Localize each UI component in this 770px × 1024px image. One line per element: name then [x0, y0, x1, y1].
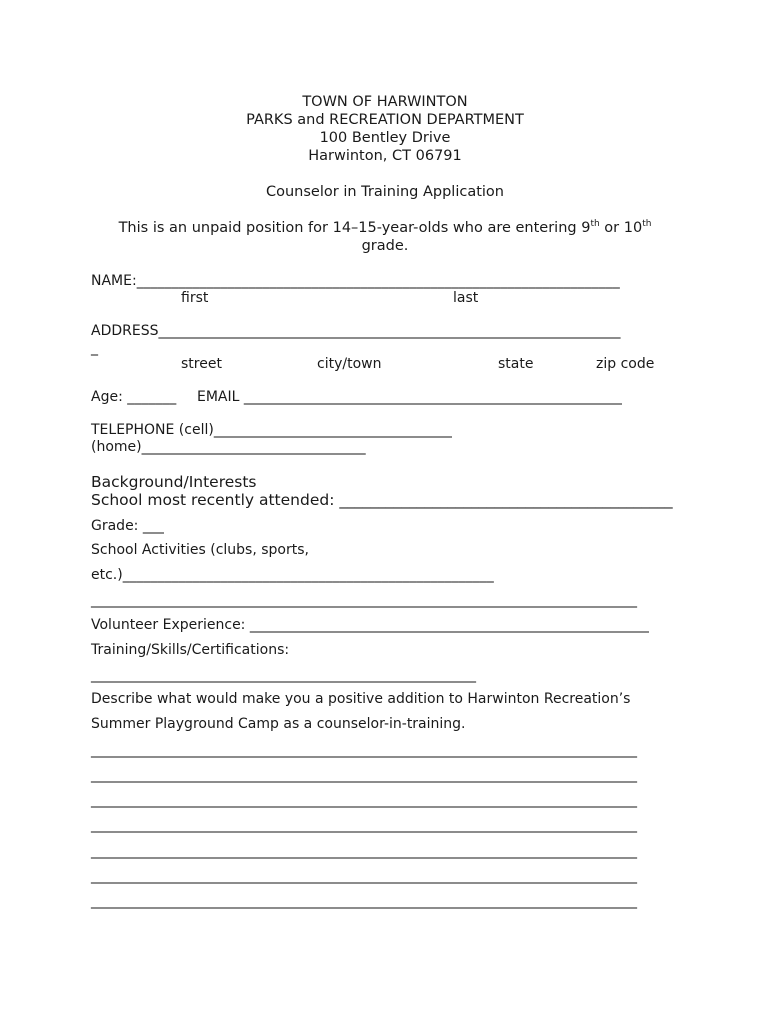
intro-line-1: [0, 220, 770, 236]
grade-field[interactable]: Grade: ___: [91, 518, 164, 534]
activities-line[interactable]: ______________________________________________________________________________: [91, 592, 637, 608]
training-line[interactable]: _______________________________________________________: [91, 667, 476, 683]
answer-line[interactable]: ______________________________________________________________________________: [91, 767, 637, 783]
intro-line-2: grade.: [361, 238, 409, 254]
address-city-label: city/town: [317, 356, 382, 372]
name-first-label: first: [181, 290, 209, 306]
activities-field[interactable]: etc.)_____________________________________________________: [91, 567, 494, 583]
intro-sup-2: th: [642, 219, 652, 229]
describe-prompt-2: Summer Playground Camp as a counselor-in-training.: [91, 716, 466, 732]
answer-line[interactable]: ______________________________________________________________________________: [91, 868, 637, 884]
training-label: Training/Skills/Certifications:: [91, 642, 290, 658]
volunteer-field[interactable]: Volunteer Experience: _________________________________________________________: [91, 617, 649, 633]
intro-text-middle: or 10: [599, 220, 643, 236]
telephone-home-field[interactable]: (home)________________________________: [91, 439, 366, 455]
address-field-cont: _: [91, 340, 98, 356]
answer-line[interactable]: ______________________________________________________________________________: [91, 792, 637, 808]
header-city: Harwinton, CT 06791: [308, 148, 462, 164]
answer-line[interactable]: ______________________________________________________________________________: [91, 893, 637, 909]
name-field[interactable]: NAME:_____________________________________________________________________: [91, 273, 620, 289]
describe-prompt-1: Describe what would make you a positive addition to Harwinton Recreation’s: [91, 691, 631, 707]
name-last-label: last: [453, 290, 479, 306]
address-street-label: street: [181, 356, 222, 372]
address-state-label: state: [498, 356, 534, 372]
header-town: TOWN OF HARWINTON: [302, 94, 468, 110]
header-street: 100 Bentley Drive: [319, 130, 451, 146]
header-department: PARKS and RECREATION DEPARTMENT: [246, 112, 524, 128]
answer-line[interactable]: ______________________________________________________________________________: [91, 843, 637, 859]
school-field[interactable]: School most recently attended: ___________________________________________: [91, 491, 673, 509]
intro-text-before: This is an unpaid position for 14–15-year-olds who are entering 9: [118, 220, 591, 236]
activities-label: School Activities (clubs, sports,: [91, 542, 309, 558]
answer-line[interactable]: ______________________________________________________________________________: [91, 742, 637, 758]
form-title: Counselor in Training Application: [266, 184, 504, 200]
intro-sup-1: th: [590, 219, 600, 229]
background-heading: Background/Interests: [91, 473, 257, 491]
address-field[interactable]: ADDRESS__________________________________________________________________: [91, 323, 621, 339]
email-field[interactable]: EMAIL ______________________________________________________: [197, 389, 622, 405]
telephone-cell-field[interactable]: TELEPHONE (cell)__________________________________: [91, 422, 452, 438]
age-field[interactable]: Age: _______: [91, 389, 177, 405]
address-zip-label: zip code: [596, 356, 655, 372]
answer-line[interactable]: ______________________________________________________________________________: [91, 817, 637, 833]
